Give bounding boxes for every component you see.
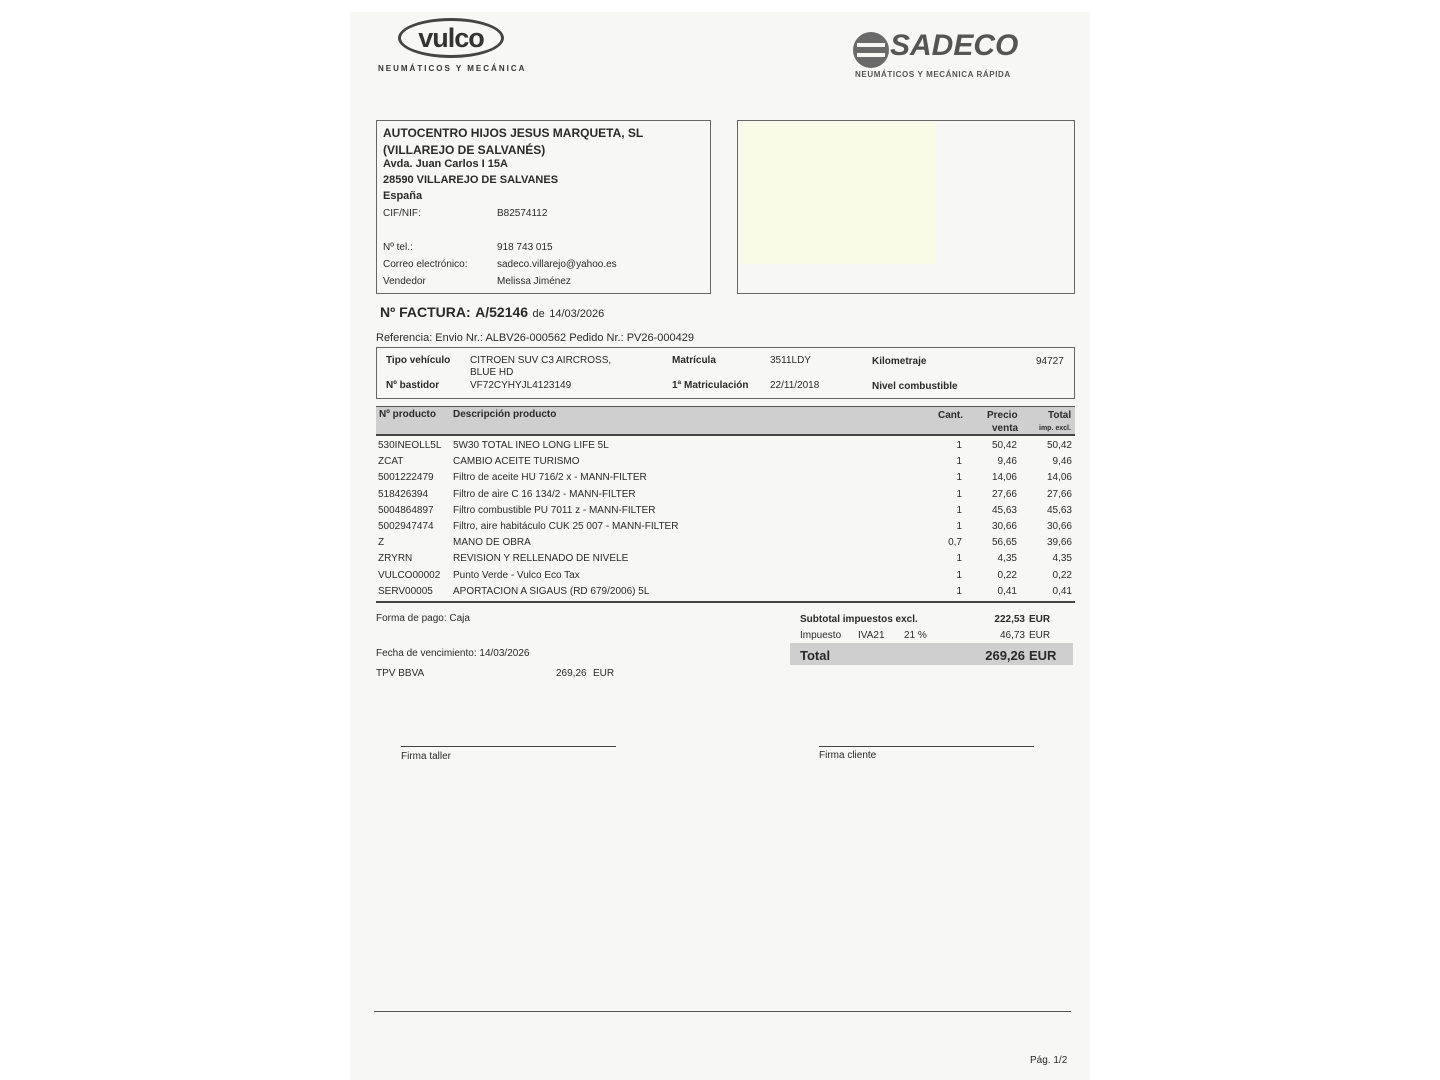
total-label: Total — [800, 648, 831, 663]
vehicle-type-line1: CITROEN SUV C3 AIRCROSS, — [470, 355, 612, 366]
due-date: Fecha de vencimiento: 14/03/2026 — [376, 648, 530, 659]
row-qty: 1 — [956, 585, 962, 597]
company-name — [383, 125, 643, 159]
row-price: 50,42 — [991, 440, 1017, 451]
row-price: 27,66 — [991, 488, 1017, 500]
col-qty: Cant. — [938, 410, 963, 421]
invoice-date: 14/03/2026 — [549, 308, 605, 320]
chassis-label: Nº bastidor — [386, 380, 440, 391]
invoice-page — [350, 12, 1090, 1080]
row-description: Punto Verde - Vulco Eco Tax — [453, 569, 580, 581]
tpv-currency: EUR — [593, 668, 615, 679]
tax-label: Impuesto — [800, 630, 842, 641]
company-city: 28590 VILLAREJO DE SALVANES — [383, 174, 559, 186]
subtotal-value: 222,53 — [994, 614, 1025, 625]
row-price: 9,46 — [997, 456, 1017, 468]
row-price: 56,65 — [991, 537, 1017, 549]
row-product-code: 5001222479 — [378, 472, 434, 484]
company-address: Avda. Juan Carlos I 15A — [383, 158, 508, 170]
page-number: Pág. 1/2 — [1030, 1055, 1068, 1066]
invoice-number-label: Nº FACTURA: — [380, 304, 471, 320]
invoice-date-prefix: de — [532, 308, 545, 320]
row-total: 39,66 — [1046, 537, 1072, 549]
row-product-code: 5004864897 — [378, 504, 434, 516]
km-label: Kilometraje — [872, 356, 927, 367]
row-total: 9,46 — [1052, 456, 1072, 468]
row-description: Filtro de aceite HU 716/2 x - MANN-FILTER — [453, 472, 647, 484]
row-total: 50,42 — [1046, 440, 1072, 451]
row-price: 45,63 — [991, 504, 1017, 516]
client-signature-line — [819, 746, 1034, 747]
row-description: Filtro combustible PU 7011 z - MANN-FILTER — [453, 504, 656, 516]
invoice-reference: Referencia: Envio Nr.: ALBV26-000562 Pedido Nr.: PV26-000429 — [376, 332, 694, 344]
footer-rule — [374, 1011, 1071, 1012]
col-description: Descripción producto — [453, 409, 557, 420]
vehicle-type-line2: BLUE HD — [470, 367, 514, 378]
cif-label: CIF/NIF: — [383, 208, 421, 219]
row-description: REVISION Y RELLENADO DE NIVELE — [453, 553, 629, 565]
row-price: 30,66 — [991, 521, 1017, 532]
row-price: 14,06 — [991, 472, 1017, 484]
row-qty: 1 — [956, 521, 962, 532]
col-product: Nº producto — [379, 409, 436, 420]
plate-label: Matrícula — [672, 355, 716, 366]
row-description: Filtro de aire C 16 134/2 - MANN-FILTER — [453, 488, 636, 500]
chassis-value: VF72CYHYJL4123149 — [470, 380, 572, 391]
row-product-code: 530INEOLL5L — [378, 440, 442, 451]
row-total: 14,06 — [1046, 472, 1072, 484]
sadeco-logo-text: SADECO — [890, 29, 1019, 62]
vulco-tagline: NEUMÁTICOS Y MECÁNICA — [378, 64, 527, 73]
invoice-number — [380, 304, 604, 322]
table-bottom-rule — [376, 601, 1075, 603]
sadeco-logo-icon — [853, 32, 889, 68]
tax-code: IVA21 — [858, 630, 885, 641]
tpv-label: TPV BBVA — [376, 668, 425, 679]
row-price: 4,35 — [997, 553, 1017, 565]
row-price: 0,22 — [997, 569, 1017, 581]
col-price-line2: venta — [992, 423, 1019, 434]
row-product-code: 5002947474 — [378, 521, 434, 532]
row-product-code: ZCAT — [378, 456, 404, 468]
first-reg-label: 1ª Matriculación — [672, 380, 749, 391]
invoice-number-value: A/52146 — [475, 304, 529, 320]
first-reg-value: 22/11/2018 — [770, 380, 820, 391]
row-total: 30,66 — [1046, 521, 1072, 532]
col-total-line1: Total — [1048, 410, 1072, 421]
row-qty: 1 — [956, 456, 962, 468]
row-qty: 1 — [956, 472, 962, 484]
workshop-signature-line — [401, 746, 616, 747]
subtotal-currency: EUR — [1029, 614, 1051, 625]
seller-value: Melissa Jiménez — [497, 276, 571, 287]
payment-method: Forma de pago: Caja — [376, 613, 470, 624]
row-description: APORTACION A SIGAUS (RD 679/2006) 5L — [453, 585, 650, 597]
tpv-amount: 269,26 — [556, 668, 587, 679]
tel-label: Nº tel.: — [383, 242, 413, 253]
row-qty: 1 — [956, 440, 962, 451]
row-description: MANO DE OBRA — [453, 537, 531, 549]
tel-value: 918 743 015 — [497, 242, 553, 253]
col-price-line1: Precio — [987, 410, 1018, 421]
company-name-line2: (VILLAREJO DE SALVANÉS) — [383, 143, 546, 157]
company-country: España — [383, 190, 423, 202]
client-signature-label: Firma cliente — [819, 750, 877, 761]
total-value: 269,26 — [985, 648, 1025, 663]
workshop-signature-label: Firma taller — [401, 751, 452, 762]
cif-value: B82574112 — [497, 208, 548, 219]
row-product-code: VULCO00002 — [378, 569, 441, 581]
vehicle-type-label: Tipo vehículo — [386, 355, 451, 366]
row-product-code: Z — [378, 537, 385, 549]
row-total: 0,22 — [1052, 569, 1072, 581]
row-price: 0,41 — [997, 585, 1017, 597]
customer-box-fill — [739, 122, 936, 264]
row-description: CAMBIO ACEITE TURISMO — [453, 456, 580, 468]
row-qty: 0,7 — [948, 537, 962, 549]
vulco-logo — [398, 18, 504, 58]
subtotal-label: Subtotal impuestos excl. — [800, 614, 918, 625]
customer-box — [737, 120, 1075, 294]
row-product-code: ZRYRN — [378, 553, 413, 565]
col-total-line2: imp. excl. — [1039, 425, 1071, 432]
tax-currency: EUR — [1029, 630, 1051, 641]
row-total: 27,66 — [1046, 488, 1072, 500]
plate-value: 3511LDY — [770, 355, 811, 366]
row-qty: 1 — [956, 504, 962, 516]
km-value: 94727 — [1036, 356, 1064, 367]
company-name-line1: AUTOCENTRO HIJOS JESUS MARQUETA, SL — [383, 126, 644, 140]
row-total: 4,35 — [1052, 553, 1072, 565]
row-product-code: SERV00005 — [378, 585, 433, 597]
row-qty: 1 — [956, 553, 962, 565]
row-qty: 1 — [956, 569, 962, 581]
row-description: 5W30 TOTAL INEO LONG LIFE 5L — [453, 440, 609, 451]
row-total: 0,41 — [1052, 585, 1072, 597]
row-description: Filtro, aire habitáculo CUK 25 007 - MANN-FILTER — [453, 521, 679, 532]
sadeco-tagline: NEUMÁTICOS Y MECÁNICA RÁPIDA — [855, 70, 1011, 79]
email-label: Correo electrónico: — [383, 259, 468, 270]
tax-value: 46,73 — [999, 630, 1025, 641]
row-total: 45,63 — [1046, 504, 1072, 516]
row-product-code: 518426394 — [378, 488, 429, 500]
fuel-label: Nivel combustible — [872, 381, 958, 392]
tax-rate: 21 % — [904, 630, 927, 641]
total-currency: EUR — [1029, 648, 1057, 663]
vulco-logo-text: vulco — [418, 22, 484, 53]
email-value: sadeco.villarejo@yahoo.es — [497, 259, 617, 270]
seller-label: Vendedor — [383, 276, 426, 287]
row-qty: 1 — [956, 488, 962, 500]
